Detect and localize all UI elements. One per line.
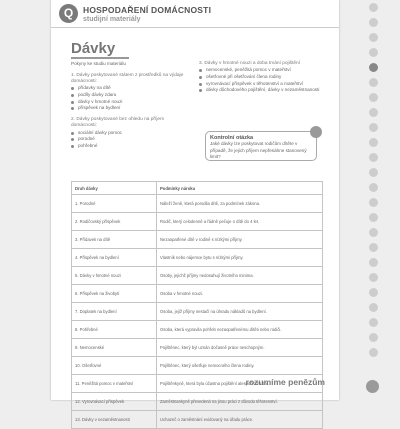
table-cell: 6. Příspěvek na živobytí: [72, 285, 157, 303]
table-cell: 12. Vyrovnávací příspěvek: [72, 393, 157, 411]
title-underline: [71, 57, 129, 59]
side-tab-marker: [369, 288, 378, 297]
header-title: HOSPODAŘENÍ DOMÁCNOSTI: [83, 5, 212, 15]
table-row: [72, 195, 323, 213]
table-cell: 8. Pohřebné: [72, 321, 157, 339]
table-cell: Vlastník nebo nájemce bytu s nízkými příjmy.: [157, 249, 323, 267]
side-tab-marker: [369, 168, 378, 177]
list-item: vyrovnávací příspěvek v těhotenství a mateřství: [199, 81, 321, 88]
side-tab-marker: [369, 348, 378, 357]
question-3: 3. Dávky v hmotné nouzi a doba trvání pojištění: [199, 61, 301, 66]
table-row: [72, 321, 323, 339]
table-cell: 9. Nemocenské: [72, 339, 157, 357]
side-tab-marker: [369, 258, 378, 267]
table-cell: Uchazeč o zaměstnání evidovaný na úřadu práce.: [157, 411, 323, 429]
table-cell: Pojištěnec, který ošetřuje nemocného člena rodiny.: [157, 357, 323, 375]
footer-brand: rozumíme penězům: [245, 377, 325, 387]
side-tab-marker: [369, 273, 378, 282]
list-item: nemocenské, peněžitá pomoc v mateřství: [199, 67, 321, 74]
side-tab-marker: [369, 318, 378, 327]
question-1-list: [71, 85, 189, 111]
table-cell: 13. Dávky v nezaměstnanosti: [72, 411, 157, 429]
table-cell: 11. Peněžitá pomoc v mateřství: [72, 375, 157, 393]
table-cell: Osoby, jejichž příjmy nedosahují životního minima.: [157, 267, 323, 285]
control-question-title: Kontrolní otázka: [210, 135, 254, 141]
table-cell: Nezaopatřené dítě v rodině s nízkými příjmy.: [157, 231, 323, 249]
side-tab-marker: [369, 153, 378, 162]
column-header: Druh dávky: [72, 182, 157, 195]
left-column: [71, 61, 189, 149]
list-item: ošetřovné při ošetřování člena rodiny: [199, 74, 321, 81]
side-tab-marker: [369, 3, 378, 12]
list-item: přídavky na dítě: [71, 85, 189, 92]
control-question-box: [205, 131, 317, 161]
side-tab-marker: [369, 48, 378, 57]
question-2-list: [71, 130, 189, 150]
table-cell: Osoba, jejíž příjmy nestačí na úhradu nákladů na bydlení.: [157, 303, 323, 321]
side-tab-marker: [369, 93, 378, 102]
table-row: [72, 339, 323, 357]
side-tab-marker: [369, 213, 378, 222]
table-cell: 7. Doplatek na bydlení: [72, 303, 157, 321]
table-cell: Zaměstnankyně převedená na jinou práci z důvodu těhotenství.: [157, 393, 323, 411]
brand-mark-icon: [366, 380, 379, 393]
side-tab-marker: [369, 33, 378, 42]
table-cell: Pojištěnec, který byl uznán dočasně práce neschopným.: [157, 339, 323, 357]
table-row: [72, 357, 323, 375]
table-cell: Osoba, která vypravila pohřeb nezaopatřenému dítěti nebo rodiči.: [157, 321, 323, 339]
table-cell: Rodič, který celodenně a řádně pečuje o dítě do 4 let.: [157, 213, 323, 231]
question-1: 1. Dávky poskytované státem z prostředků na výdaje domácnosti:: [71, 72, 184, 84]
right-column: [199, 61, 321, 94]
header-subtitle: studijní materiály: [83, 16, 141, 23]
intro-text: Pokyny ke studiu materiálu: [71, 61, 126, 66]
list-item: sociální dávky pomoc: [71, 130, 189, 137]
question-3-list: [199, 67, 321, 93]
table-row: [72, 267, 323, 285]
table-cell: 5. Dávky v hmotné nouzi: [72, 267, 157, 285]
list-item: dávky důchodového pojištění, dávky v nezaměstnanosti: [199, 87, 321, 94]
side-tabs: [369, 3, 379, 363]
side-tab-marker: [369, 228, 378, 237]
table-cell: 4. Příspěvek na bydlení: [72, 249, 157, 267]
list-item: podíly dávky zdaru: [71, 92, 189, 99]
side-tab-marker: [369, 78, 378, 87]
side-tab-marker: [369, 123, 378, 132]
side-tab-marker: [369, 18, 378, 27]
list-item: pohřebné: [71, 143, 189, 150]
list-item: příspěvek na bydlení: [71, 105, 189, 112]
list-item: porodné: [71, 136, 189, 143]
table-cell: 10. Ošetřovné: [72, 357, 157, 375]
side-tab-marker: [369, 138, 378, 147]
table-cell: 2. Rodičovský příspěvek: [72, 213, 157, 231]
worksheet-page: [51, 0, 339, 422]
side-tab-marker-active: [369, 63, 378, 72]
table-row: [72, 231, 323, 249]
side-tab-marker: [369, 108, 378, 117]
table-cell: Náleží ženě, která porodila dítě, za podmínek zákona.: [157, 195, 323, 213]
table-row: [72, 249, 323, 267]
side-tab-marker: [369, 243, 378, 252]
table-cell: 3. Přídavek na dítě: [72, 231, 157, 249]
side-tab-marker: [369, 183, 378, 192]
table-cell: Pojištěnkyně, která byla účastna pojištění alespoň 270 dní.: [157, 375, 323, 393]
brand-logo: Q: [59, 4, 78, 23]
column-header: Podmínky nároku: [157, 182, 323, 195]
question-2: 2. Dávky poskytované bez ohledu na příjem domácnosti:: [71, 116, 165, 129]
table-header-row: [72, 182, 323, 195]
table-row: [72, 393, 323, 411]
side-tab-marker: [369, 303, 378, 312]
side-tab-marker: [369, 333, 378, 342]
document-title: Dávky: [71, 40, 116, 57]
benefits-table: [71, 181, 323, 429]
table-cell: 1. Porodné: [72, 195, 157, 213]
question-icon: [310, 126, 322, 138]
table-row: [72, 411, 323, 429]
list-item: dávky v hmotné nouzi: [71, 99, 189, 106]
table-row: [72, 285, 323, 303]
table-row: [72, 303, 323, 321]
table-row: [72, 213, 323, 231]
table-cell: Osoba v hmotné nouzi.: [157, 285, 323, 303]
page-header: [51, 0, 339, 28]
side-tab-marker: [369, 198, 378, 207]
control-question-text: Jaké dávky lze poskytovat rodičům dítěte v případě, že jejich příjem nepřesáhne stanovený limit?: [210, 141, 307, 160]
